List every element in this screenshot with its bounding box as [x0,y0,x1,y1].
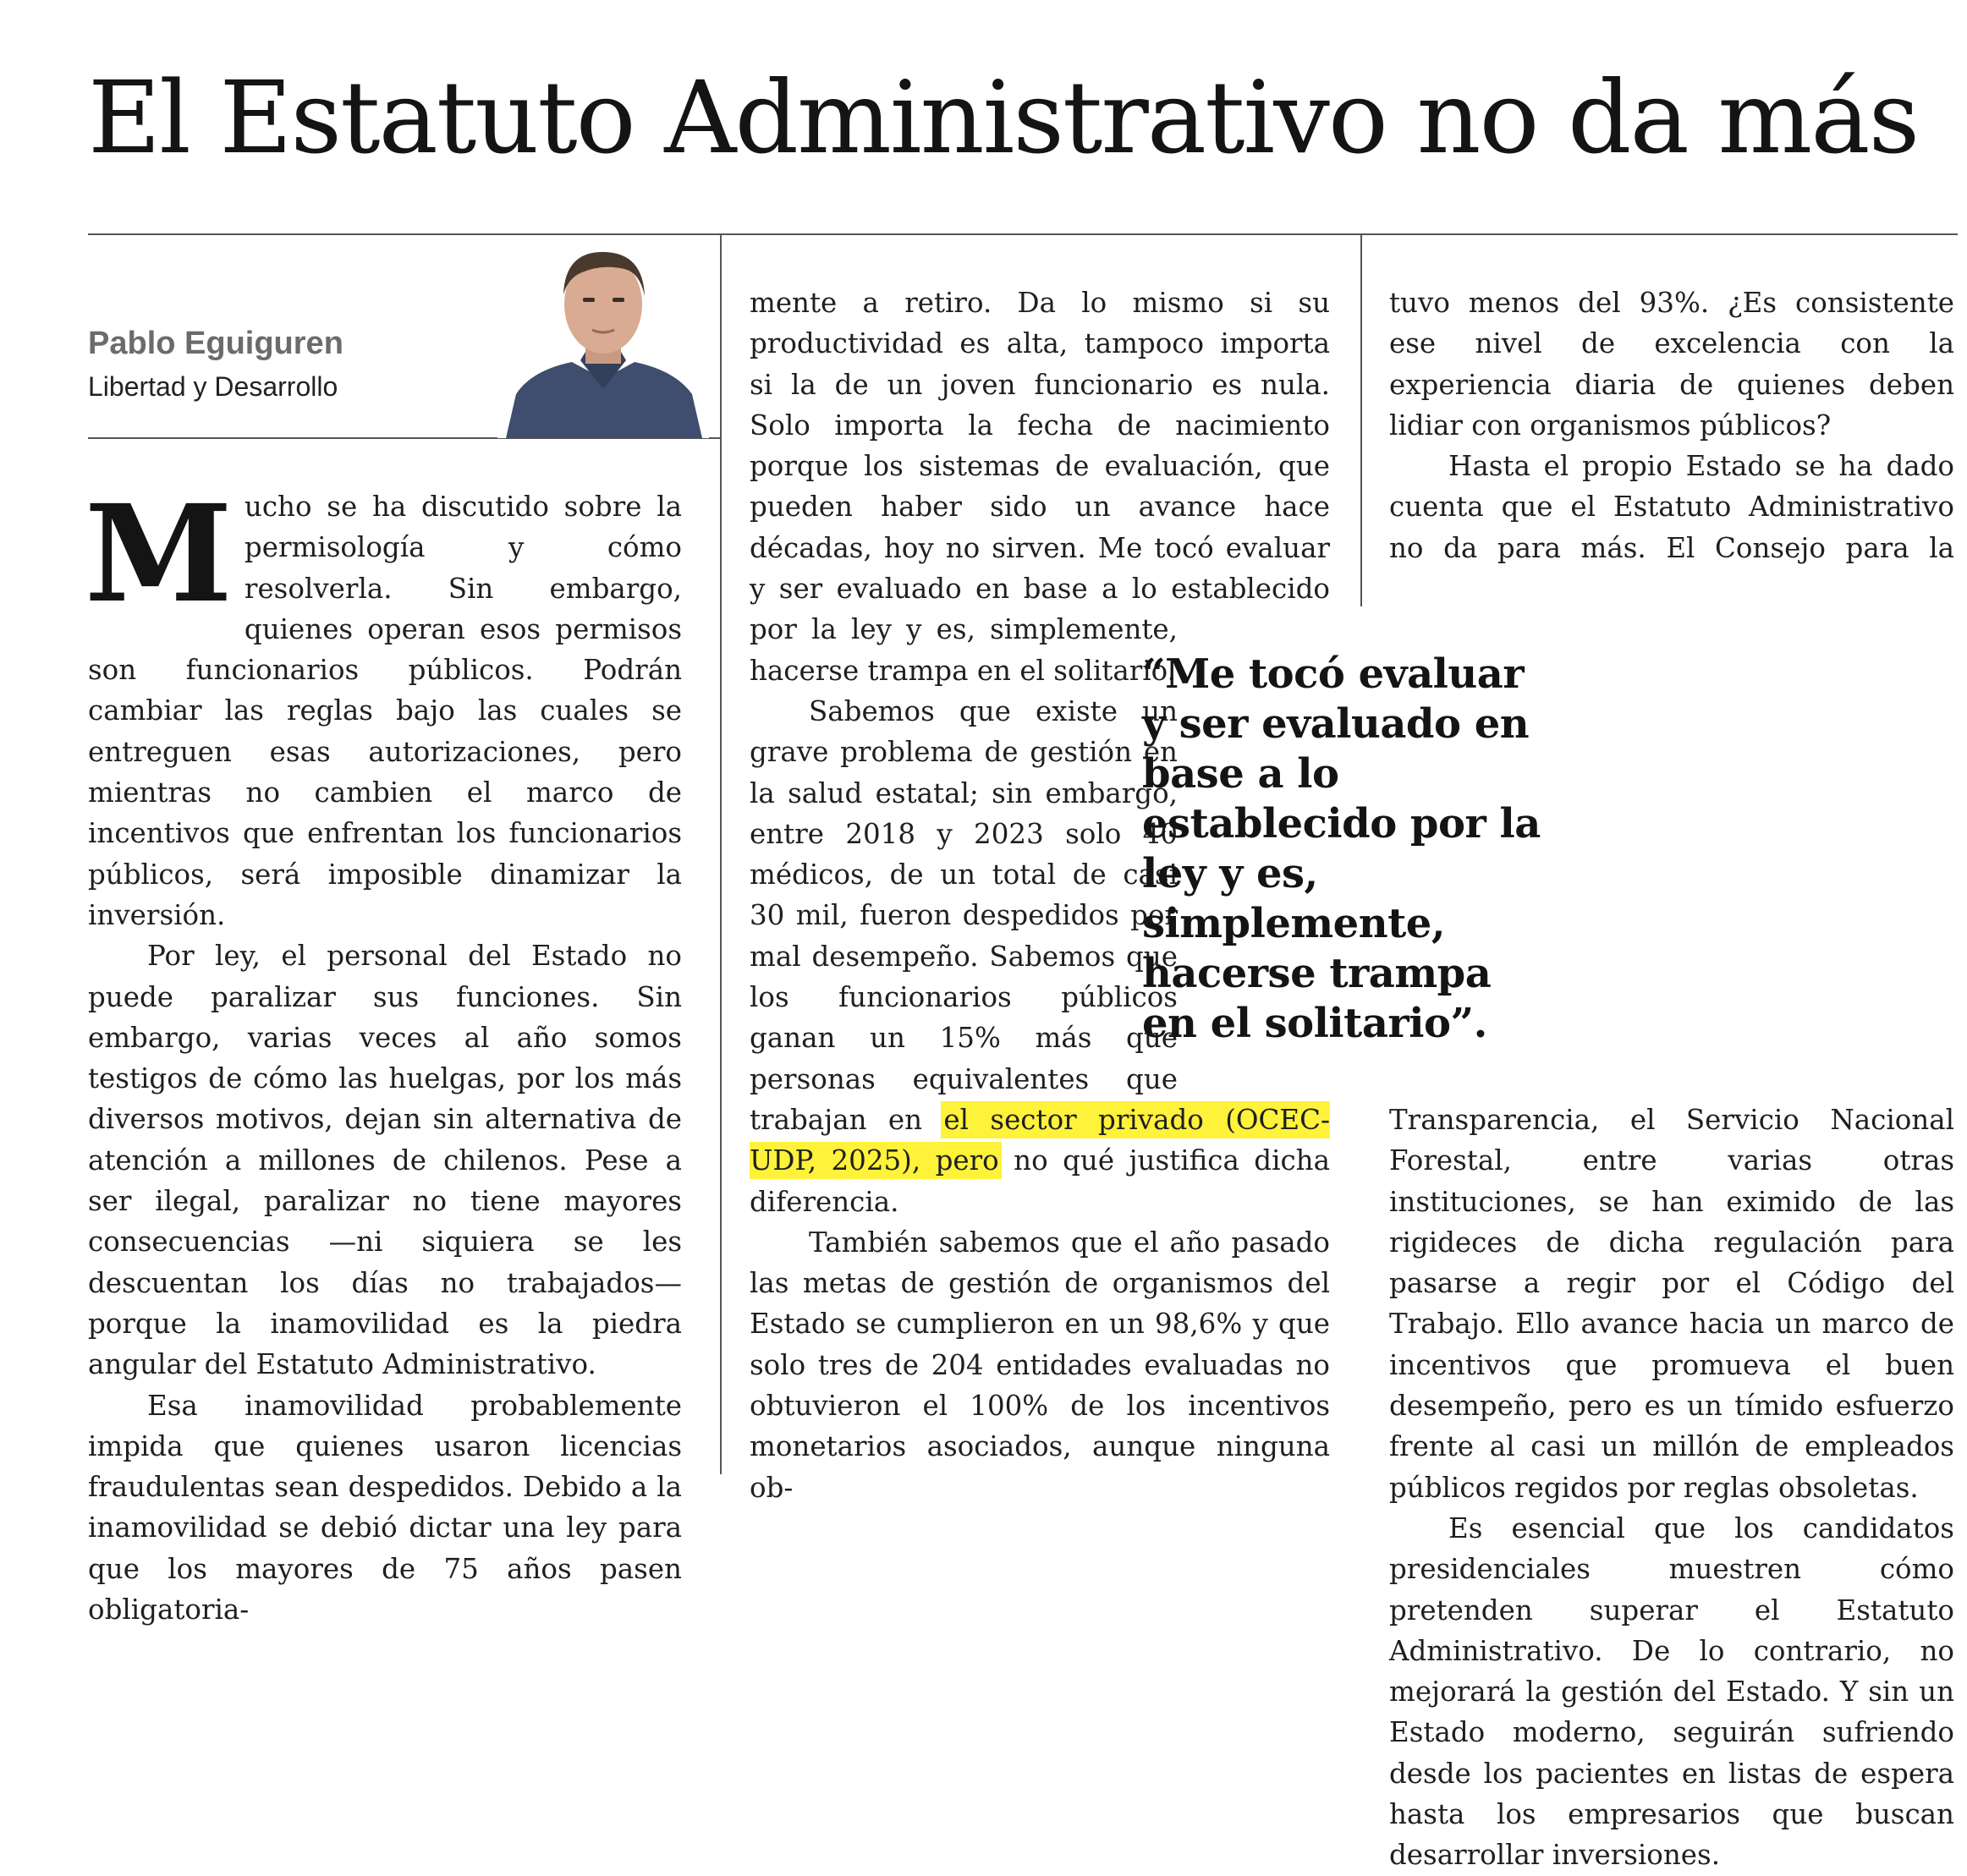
paragraph-6: También sabemos que el año pasado las metas de gestión de organismos del Estado se cumplieron en un 98,6% y que solo tres de 204 entidades evaluadas no obtuvieron el 100% de los incentivos monetarios asociados, aunque ninguna ob- [750,1226,1330,1504]
paragraph-3: Esa inamovilidad probablemente impida que quienes usaron licencias fraudulentas sean despedidos. Debido a la inamovilidad se debió dictar una ley para que los mayores de 75 años pasen obligatoria- [88,1389,682,1626]
paragraph-5-text-b: no qué justifica dicha diferencia. [750,1144,1330,1218]
paragraph-1 [85,476,682,935]
author-affiliation: Libertad y Desarrollo [88,371,338,402]
pull-quote: “Me tocó evaluar y ser evaluado en base a lo establecido por la ley y es, simplemente, hacerse trampa en el solitario”. [1142,650,1541,1047]
paragraph-4: mente a retiro. Da lo mismo si su productividad es alta, tampoco importa si la de un joven funcionario es nula. Solo importa la fecha de nacimiento porque los sistemas de evaluación, que pueden haber sido un avance hace décadas, hoy no sirven. Me tocó evaluar y ser evaluado en base a lo establecido por la ley y es, simplemente, hacerse trampa en el solitario. [750,287,1330,687]
top-rule [88,233,1958,235]
column-3 [1389,282,1954,1876]
paragraph-1-text: ucho se ha discutido sobre la permisología y cómo resolverla. Sin embargo, quienes operan esos permisos son funcionarios públicos. Podrán cambiar las reglas bajo las cuales se entreguen esas autorizaciones, pero mientras no cambien el marco de incentivos que enfrentan los funcionarios públicos, será imposible dinamizar la inversión. [88,491,682,931]
drop-cap: M [85,476,233,633]
paragraph-2: Por ley, el personal del Estado no puede paralizar sus funciones. Sin embargo, varias veces al año somos testigos de cómo las huelgas, por los más diversos motivos, dejan sin alternativa de atención a millones de chilenos. Pese a ser ilegal, paralizar no tiene mayores consecuencias —ni siquiera se les descuentan los días no trabajados— porque la inamovilidad es la piedra angular del Estatuto Administrativo. [88,940,682,1381]
column-rule-2 [1360,234,1362,606]
paragraph-5-text-a: Sabemos que existe un grave problema de gestión en la salud estatal; sin embargo, entre 2018 y 2023 solo 40 médicos, de un total de casi 30 mil, fueron despedidos por mal desempeño. Sabemos que los funcionarios públicos ganan un 15% más que personas equivalentes que trabajan en [750,694,1178,1136]
paragraph-8: Hasta el propio Estado se ha dado cuenta que el Estatuto Administrativo no da para más. El Consejo para la Transparencia, el Servicio Nacional Forestal, entre varias otras instituciones, se han eximido de las rigideces de dicha regulación para pasarse a regir por el Código del Trabajo. Ello avance hacia un marco de incentivos que promueva el buen desempeño, pero es un tímido esfuerzo frente al casi un millón de empleados públicos regidos por reglas obsoletas. [1389,450,1954,1504]
author-photo [497,244,709,438]
paragraph-7: tuvo menos del 93%. ¿Es consistente ese nivel de excelencia con la experiencia diaria de quienes deben lidiar con organismos públicos? [1389,287,1954,442]
column-1 [85,476,682,1630]
paragraph-9: Es esencial que los candidatos presidenciales muestren cómo pretenden superar el Estatuto Administrativo. De lo contrario, no mejorará la gestión del Estado. Y sin un Estado moderno, seguirán sufriendo desde los pacientes en listas de espera hasta los empresarios que buscan desarrollar inversiones. [1389,1511,1954,1872]
highlighted-text: el sector privado (OCEC-UDP, 2025), pero [750,1103,1330,1177]
article-headline: El Estatuto Administrativo no da más [88,59,1919,176]
author-name: Pablo Eguiguren [88,326,343,361]
column-rule-1 [720,234,722,1474]
